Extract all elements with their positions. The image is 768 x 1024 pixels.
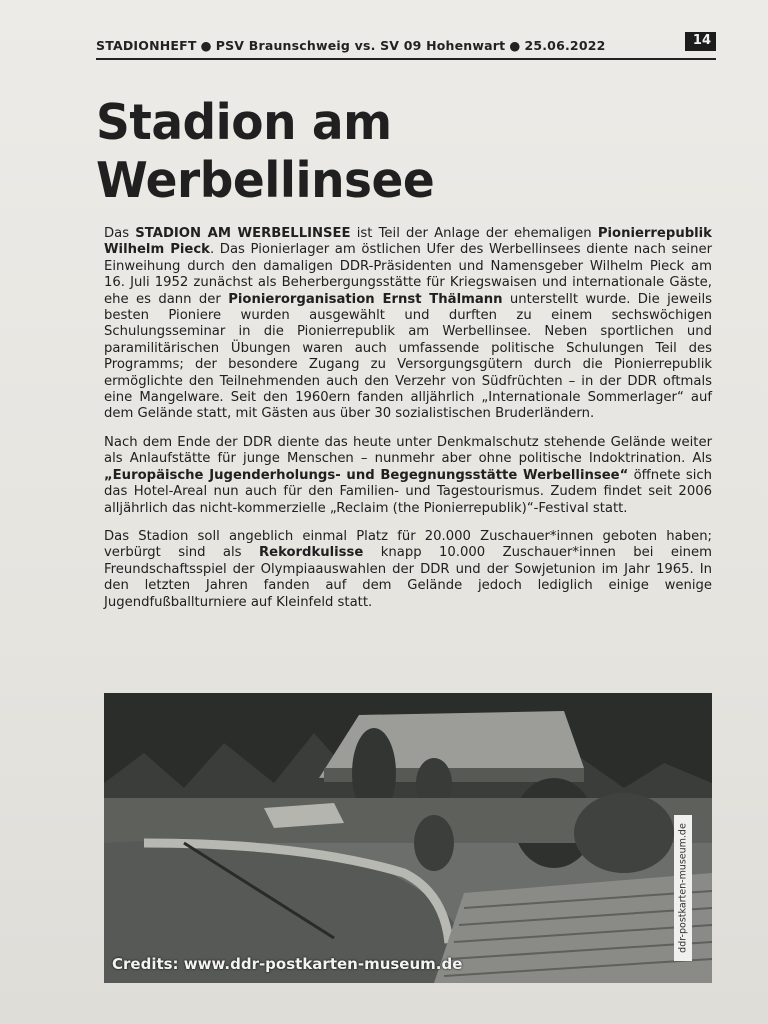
text-run: unterstellt wurde. Die jeweils besten Pioniere wurden ausgewählt und durften zu einem sechswöchigen Schulungsseminar in die Pionierrepublik am Werbellinsee. Neben sportlichen und paramilitärischen Übungen waren auch umfassende politische Schulungen Teil des Programms; der besondere Zugang zu Versorgungsgütern durch die Pionierrepublik ermöglichte den Teilnehmenden auch den Verzehr von Südfrüchten – in der DDR oftmals eine Mangelware. Seit den 1960ern fanden alljährlich „Internationale Sommerlager“ auf dem Gelände statt, mit Gästen aus über 30 sozialistischen Bruderländern. xyxy=(104,291,712,422)
running-header xyxy=(96,32,716,60)
magazine-name: STADIONHEFT xyxy=(96,38,197,53)
bold-text: Pionierrepublik Wilhelm Pieck xyxy=(104,226,712,258)
text-run: öffnete sich das Hotel-Areal nun auch für den Familien- und Tagestourismus. Zudem findet seit 2006 alljährlich das nicht-kommerzielle „Reclaim (the Pionierrepublik)“-Festival statt. xyxy=(104,467,712,516)
text-run: Das xyxy=(104,226,136,241)
text-run: Das Stadion soll angeblich einmal Platz für 20.000 Zuschauer*innen geboten haben; verbürgt sind als xyxy=(104,528,712,561)
stadium-photo-illustration xyxy=(104,693,712,983)
watermark-text: ddr-postkarten-museum.de xyxy=(677,823,689,953)
text-run: knapp 10.000 Zuschauer*innen bei einem Freundschaftsspiel der Olympiaauswahlen der DDR und der Sowjetunion im Jahr 1965. In den letzten Jahren fanden auf dem Gelände jedoch lediglich einige wenige Jugendfußballturniere auf Kleinfeld statt. xyxy=(104,545,712,610)
bold-text: Rekordkulisse xyxy=(258,545,364,561)
bullet-separator: ● xyxy=(200,38,212,53)
bold-text: Pionierorganisation Ernst Thälmann xyxy=(228,291,503,307)
bullet-separator: ● xyxy=(509,38,521,53)
match-date: 25.06.2022 xyxy=(524,38,606,53)
stadium-photo xyxy=(104,693,712,983)
paragraph-1 xyxy=(104,226,712,423)
paragraph-2 xyxy=(104,435,712,517)
photo-credit: Credits: www.ddr-postkarten-museum.de xyxy=(112,955,463,973)
title-line-2: Werbellinsee xyxy=(96,151,435,210)
text-run: Nach dem Ende der DDR diente das heute unter Denkmalschutz stehende Gelände weiter als Anlaufstätte für junge Menschen – nunmehr aber ohne politische Indoktrination. Als xyxy=(104,434,712,467)
article-title xyxy=(96,94,696,210)
photo-watermark xyxy=(674,815,692,961)
article-body xyxy=(104,226,712,623)
title-line-1: Stadion am xyxy=(96,94,392,152)
header-text xyxy=(96,38,606,53)
match-title: PSV Braunschweig vs. SV 09 Hohenwart xyxy=(215,38,506,53)
text-run: ist Teil der Anlage der ehemaligen xyxy=(350,226,598,241)
text-run: . Das Pionierlager am östlichen Ufer des Werbellinsees diente nach seiner Einweihung durch den damaligen DDR-Präsidenten und Namensgeber Wilhelm Pieck am 16. Juli 1952 zunächst als Beherbergungsstätte für Kriegswaisen und internationale Gäste, ehe es dann der xyxy=(104,242,712,307)
paragraph-3 xyxy=(104,529,712,611)
bold-text: „Europäische Jugenderholungs- und Begegnungsstätte Werbellinsee“ xyxy=(104,467,629,483)
page-number: 14 xyxy=(685,32,716,51)
bold-text: STADION AM WERBELLINSEE xyxy=(135,226,351,241)
